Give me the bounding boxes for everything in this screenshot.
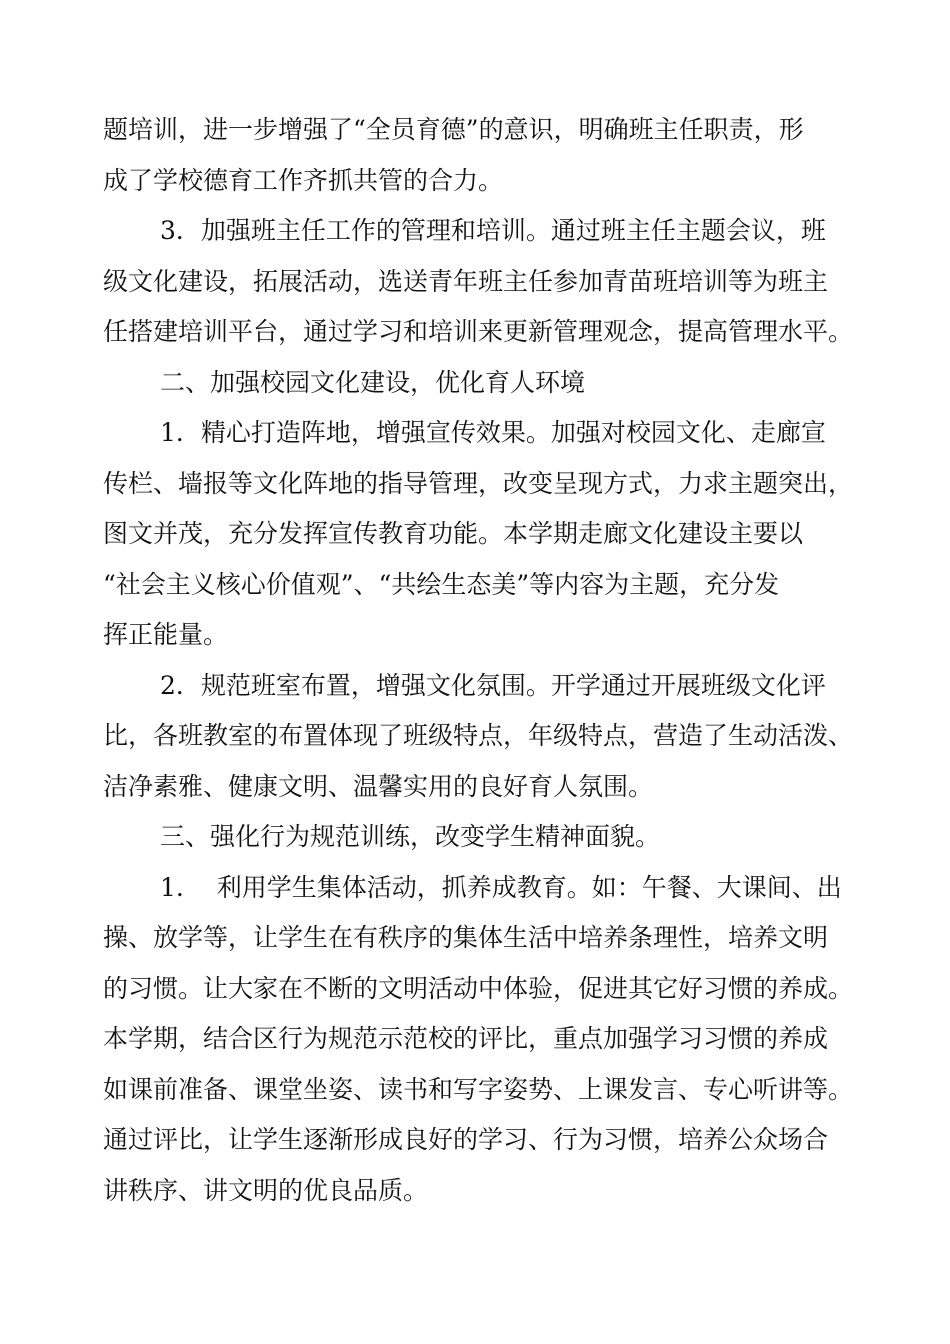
text-line [0,1019,950,1059]
section-heading [0,817,950,857]
line-text: 1．精心打造阵地，增强宣传效果。加强对校园文化、走廊宣 [160,418,826,447]
line-text: 三、强化行为规范训练，改变学生精神面貌。 [160,822,661,851]
line-text: 传栏、墙报等文化阵地的指导管理，改变呈现方式，力求主题突出， [103,469,854,498]
text-line [0,110,950,150]
text-line [0,262,950,302]
section-heading [0,363,950,403]
text-line [0,312,950,352]
text-line [0,716,950,756]
text-line [0,767,950,807]
text-line [0,211,950,251]
line-text: 题培训，进一步增强了“全员育德”的意识，明确班主任职责，形 [103,115,804,144]
text-line [0,1171,950,1211]
line-text: 1. 利用学生集体活动，抓养成教育。如：午餐、大课间、出 [160,873,842,902]
text-line [0,514,950,554]
text-line [0,565,950,605]
text-line [0,868,950,908]
line-text: 2．规范班室布置，增强文化氛围。开学通过开展班级文化评 [160,671,826,700]
line-text: 洁净素雅、健康文明、温馨实用的良好育人氛围。 [103,772,654,801]
text-line [0,918,950,958]
line-text: 操、放学等，让学生在有秩序的集体生活中培养条理性，培养文明 [103,923,829,952]
text-line [0,464,950,504]
text-line [0,666,950,706]
line-text: 3．加强班主任工作的管理和培训。通过班主任主题会议，班 [160,216,826,245]
text-line [0,969,950,1009]
text-line [0,1120,950,1160]
line-text: 挥正能量。 [103,620,229,649]
text-line [0,413,950,453]
line-text: 的习惯。让大家在不断的文明活动中体验，促进其它好习惯的养成。 [103,974,854,1003]
text-line [0,161,950,201]
line-text: 通过评比，让学生逐渐形成良好的学习、行为习惯，培养公众场合 [103,1125,829,1154]
line-text: 本学期，结合区行为规范示范校的评比，重点加强学习习惯的养成 [103,1024,829,1053]
text-line [0,1070,950,1110]
line-text: 任搭建培训平台，通过学习和培训来更新管理观念，提高管理水平。 [103,317,854,346]
line-text: 图文并茂，充分发挥宣传教育功能。本学期走廊文化建设主要以 [103,519,804,548]
line-text: 比，各班教室的布置体现了班级特点，年级特点，营造了生动活泼、 [103,721,854,750]
line-text: “社会主义核心价值观”、“共绘生态美”等内容为主题，充分发 [103,570,780,599]
text-line [0,615,950,655]
line-text: 级文化建设，拓展活动，选送青年班主任参加青苗班培训等为班主 [103,267,829,296]
line-text: 成了学校德育工作齐抓共管的合力。 [103,166,504,195]
line-text: 二、加强校园文化建设，优化育人环境 [160,368,586,397]
line-text: 如课前准备、课堂坐姿、读书和写字姿势、上课发言、专心听讲等。 [103,1075,854,1104]
line-text: 讲秩序、讲文明的优良品质。 [103,1176,429,1205]
